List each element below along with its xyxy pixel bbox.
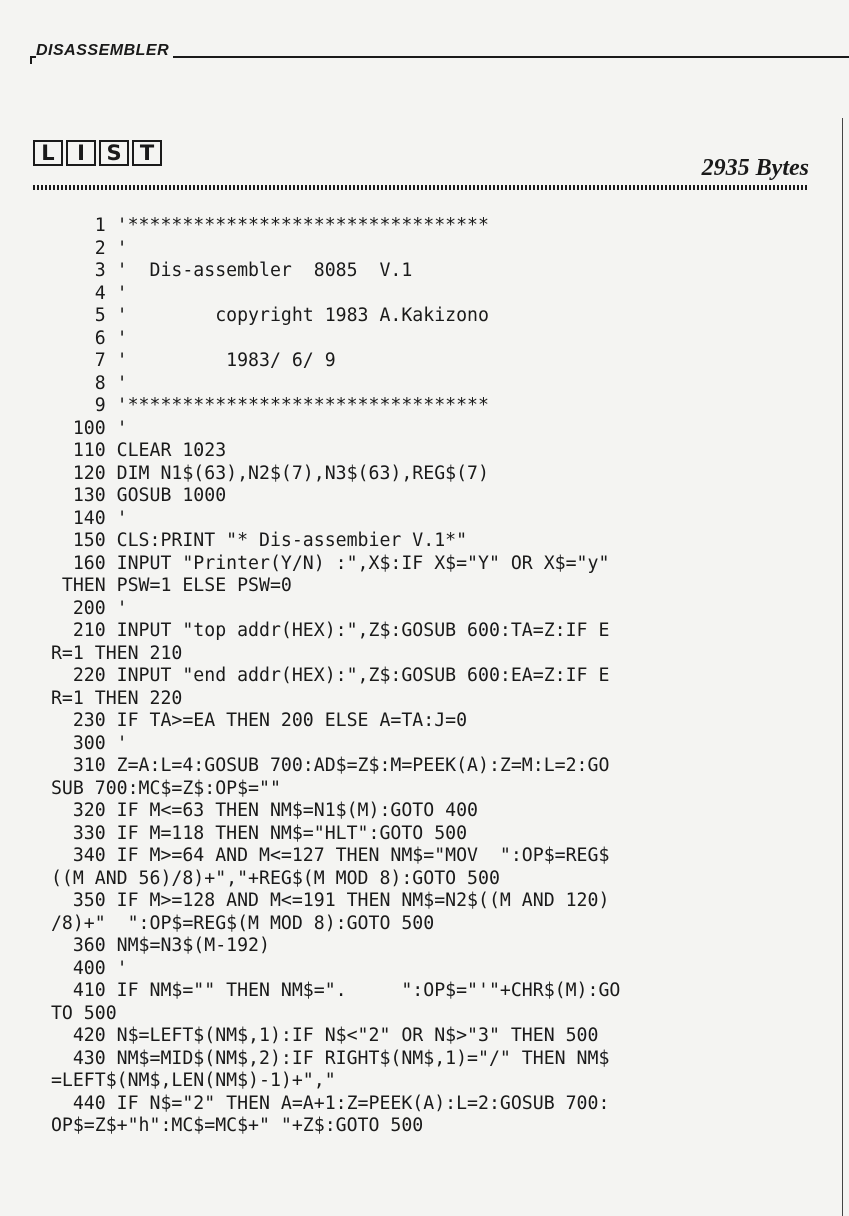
code-line: 5 ' copyright 1983 A.Kakizono [40, 305, 489, 326]
code-line: 4 ' [40, 282, 128, 304]
size-label: 2935 Bytes [701, 155, 809, 181]
code-line: 100 ' [40, 417, 128, 439]
code-line: 300 ' [40, 732, 128, 754]
code-line: 330 IF M=118 THEN NM$="HLT":GOTO 500 [40, 822, 468, 844]
code-line: 340 IF M>=64 AND M<=127 THEN NM$="MOV ":OP$=REG$ [40, 845, 610, 866]
code-line: 200 ' [40, 597, 128, 619]
code-line: 360 NM$=N3$(M-192) [40, 935, 270, 956]
code-line: 400 ' [40, 957, 128, 979]
list-logo-letter: S [99, 140, 129, 166]
code-line: 3 ' Dis-assembler 8085 V.1 [40, 260, 413, 281]
code-line: ((M AND 56)/8)+","+REG$(M MOD 8):GOTO 500 [40, 867, 500, 889]
code-line: 410 IF NM$="" THEN NM$=". ":OP$="'"+CHR$(M):GO [40, 980, 621, 1001]
code-line: SUB 700:MC$=Z$:OP$="" [40, 777, 281, 799]
list-logo-letter: L [33, 140, 63, 166]
list-logo-letter: I [66, 140, 96, 166]
code-line: 220 INPUT "end addr(HEX):",Z$:GOSUB 600:EA=Z:IF E [40, 665, 610, 686]
list-logo-letter: T [132, 140, 162, 166]
code-line: /8)+" ":OP$=REG$(M MOD 8):GOTO 500 [40, 912, 435, 934]
code-line: R=1 THEN 220 [40, 687, 183, 709]
code-line: THEN PSW=1 ELSE PSW=0 [40, 575, 292, 596]
code-listing [40, 215, 820, 1138]
code-line: 440 IF N$="2" THEN A=A+1:Z=PEEK(A):L=2:GOSUB 700: [40, 1092, 610, 1114]
code-line: 310 Z=A:L=4:GOSUB 700:AD$=Z$:M=PEEK(A):Z=M:L=2:GO [40, 755, 610, 776]
code-line: 7 ' 1983/ 6/ 9 [40, 350, 336, 371]
code-line: 6 ' [40, 327, 128, 349]
code-line: 160 INPUT "Printer(Y/N) :",X$:IF X$="Y" OR X$="y" [40, 552, 610, 574]
code-line: 320 IF M<=63 THEN NM$=N1$(M):GOTO 400 [40, 800, 478, 821]
dotted-rule [33, 185, 809, 190]
code-line: OP$=Z$+"h":MC$=MC$+" "+Z$:GOTO 500 [40, 1115, 424, 1136]
code-line: =LEFT$(NM$,LEN(NM$)-1)+"," [40, 1070, 336, 1091]
right-margin-rule [842, 118, 843, 1216]
code-line: 1 '********************************* [40, 215, 489, 236]
code-line: 130 GOSUB 1000 [40, 485, 227, 506]
list-logo [33, 140, 162, 166]
code-line: 150 CLS:PRINT "* Dis-assembier V.1*" [40, 530, 468, 551]
code-line: 120 DIM N1$(63),N2$(7),N3$(63),REG$(7) [40, 462, 489, 484]
code-line: R=1 THEN 210 [40, 642, 183, 664]
code-line: 8 ' [40, 372, 128, 394]
code-line: 420 N$=LEFT$(NM$,1):IF N$<"2" OR N$>"3" THEN 500 [40, 1025, 599, 1046]
code-line: 350 IF M>=128 AND M<=191 THEN NM$=N2$((M AND 120) [40, 890, 610, 911]
header-rule-tick [30, 56, 32, 64]
code-line: 210 INPUT "top addr(HEX):",Z$:GOSUB 600:TA=Z:IF E [40, 620, 610, 641]
code-line: 9 '********************************* [40, 395, 489, 416]
code-line: 230 IF TA>=EA THEN 200 ELSE A=TA:J=0 [40, 710, 468, 731]
code-line: 140 ' [40, 507, 128, 529]
code-line: 110 CLEAR 1023 [40, 440, 227, 461]
code-line: 2 ' [40, 237, 128, 259]
section-title: DISASSEMBLER [36, 42, 173, 60]
code-line: 430 NM$=MID$(NM$,2):IF RIGHT$(NM$,1)="/" THEN NM$ [40, 1047, 610, 1069]
code-line: TO 500 [40, 1002, 117, 1024]
